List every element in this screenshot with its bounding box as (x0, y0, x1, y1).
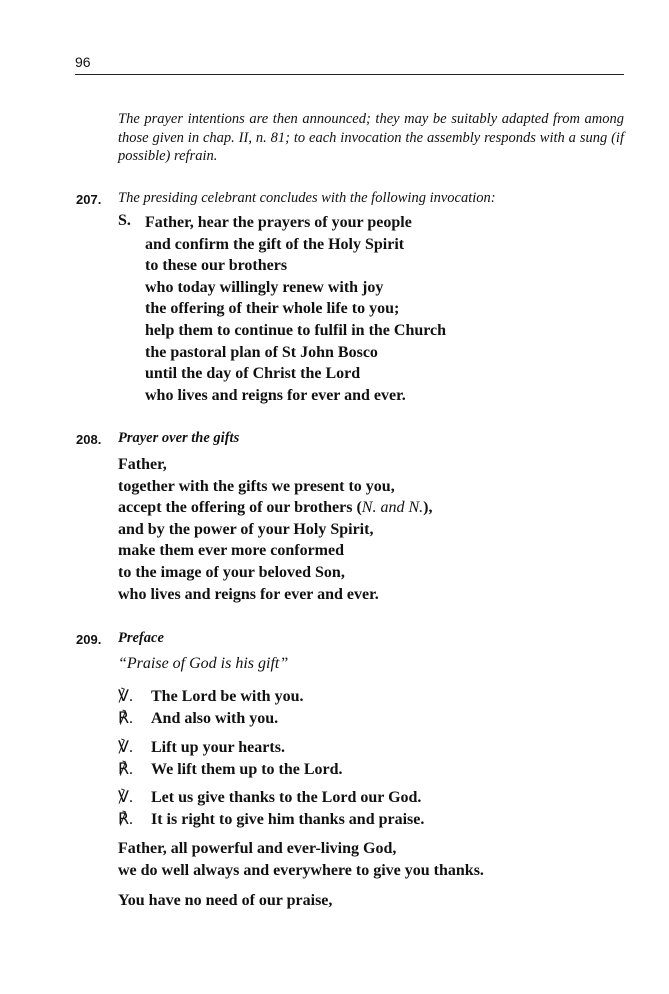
prayer-line: and by the power of your Holy Spirit, (118, 520, 374, 538)
celebrant-label: S. (118, 212, 131, 229)
dialogue-row (118, 809, 424, 829)
invocation-line: to these our brothers (145, 257, 288, 275)
prayer-line-part: accept the offering of our brothers ( (118, 499, 362, 517)
intro-rubric: The prayer intentions are then announced; they may be suitably adapted from among those given in chap. II, n. 81; to each invocation the assembly responds with a sung (if possible) refrain. (118, 111, 624, 164)
section-heading-208: Prayer over the gifts (118, 430, 240, 446)
prayer-over-gifts-text (118, 454, 432, 605)
dialogue-row (118, 708, 278, 728)
response-mark: ℟. (118, 811, 133, 828)
preface-line: You have no need of our praise, (118, 892, 333, 909)
response-mark: ℟. (118, 761, 133, 778)
preface-line: we do well always and everywhere to give you thanks. (118, 862, 484, 879)
invocation-line: the offering of their whole life to you; (145, 300, 400, 318)
response-mark: ℟. (118, 710, 133, 727)
prayer-line-part: ), (423, 499, 433, 517)
prayer-line: make them ever more conformed (118, 542, 344, 560)
preface-title: “Praise of God is his gift” (118, 655, 289, 672)
dialogue-text: We lift them up to the Lord. (151, 761, 343, 778)
invocation-text (145, 212, 446, 406)
page-number: 96 (75, 54, 91, 70)
prayer-line: to the image of your beloved Son, (118, 563, 345, 581)
section-heading-209: Preface (118, 630, 164, 646)
prayer-line: Father, (118, 456, 167, 473)
dialogue-row (118, 686, 303, 706)
prayer-line: who lives and reigns for ever and ever. (118, 585, 379, 603)
preface-paragraph-1 (118, 838, 484, 882)
invocation-line: help them to continue to fulfil in the Church (145, 321, 447, 339)
dialogue-text: Lift up your hearts. (151, 739, 285, 756)
invocation-line: the pastoral plan of St John Bosco (145, 343, 378, 361)
versicle-mark: ℣. (118, 739, 133, 756)
dialogue-text: Let us give thanks to the Lord our God. (151, 789, 422, 806)
versicle-mark: ℣. (118, 688, 133, 705)
section-heading-207: The presiding celebrant concludes with the following invocation: (118, 190, 496, 206)
section-number-208: 208. (76, 432, 102, 447)
prayer-line (118, 497, 432, 519)
invocation-line: who lives and reigns for ever and ever. (145, 386, 406, 404)
invocation-line: and confirm the gift of the Holy Spirit (145, 235, 405, 253)
prayer-line: together with the gifts we present to you, (118, 477, 395, 495)
section-number-207: 207. (76, 192, 102, 207)
dialogue-text: And also with you. (151, 710, 279, 727)
dialogue-row (118, 787, 421, 807)
dialogue-row (118, 759, 343, 779)
preface-paragraph-2 (118, 890, 332, 912)
page-header (75, 54, 624, 75)
names-placeholder: N. and N. (361, 499, 424, 517)
dialogue-text: The Lord be with you. (151, 688, 304, 705)
preface-line: Father, all powerful and ever-living God, (118, 840, 397, 857)
dialogue-text: It is right to give him thanks and praise. (151, 811, 425, 828)
section-number-209: 209. (76, 632, 102, 647)
invocation-line: Father, hear the prayers of your people (145, 214, 412, 231)
dialogue-row (118, 737, 285, 757)
invocation-line: until the day of Christ the Lord (145, 365, 361, 383)
versicle-mark: ℣. (118, 789, 133, 806)
invocation-line: who today willingly renew with joy (145, 278, 384, 296)
